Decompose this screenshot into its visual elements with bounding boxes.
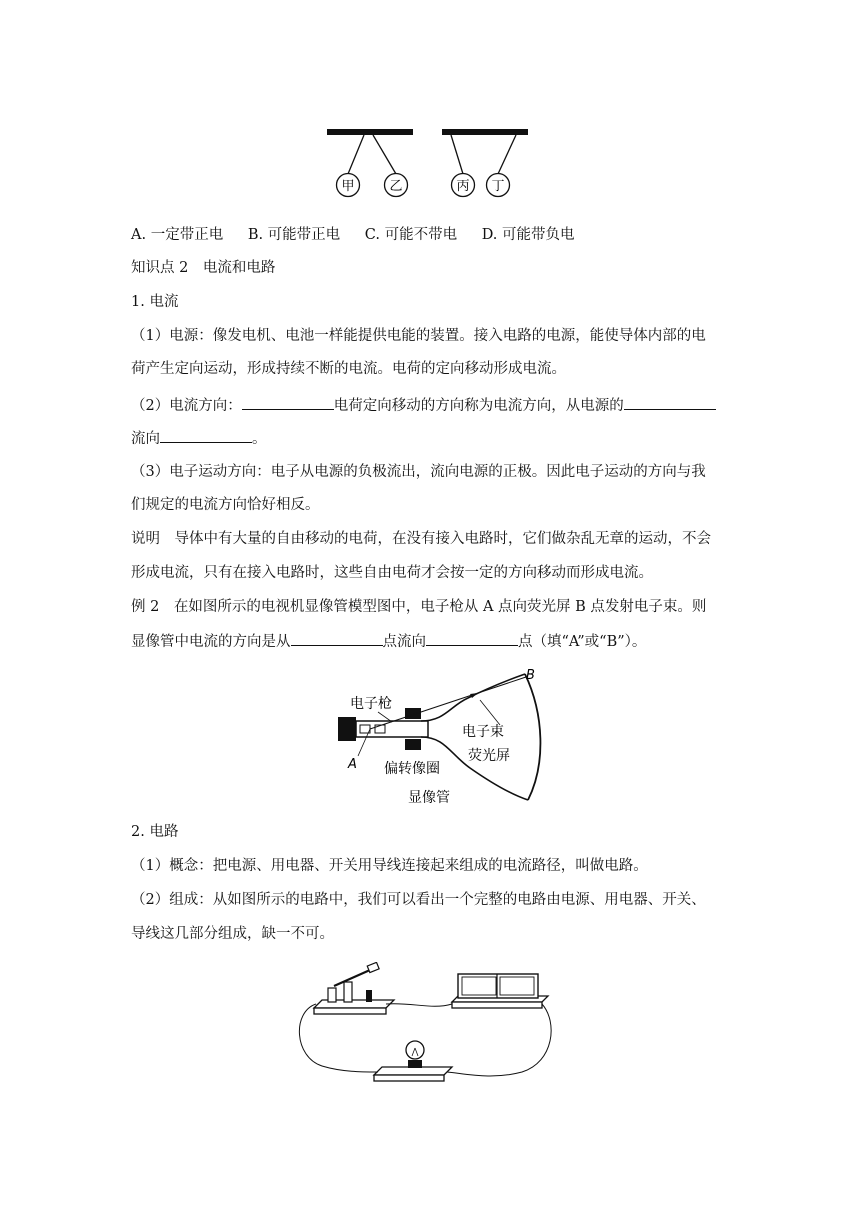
example2-line2 bbox=[131, 631, 731, 652]
para-circuit-concept: （1）概念：把电源、用电器、开关用导线连接起来组成的电流路径，叫做电路。 bbox=[131, 858, 648, 874]
blank-field[interactable] bbox=[242, 395, 334, 410]
para-power-source-line1: （1）电源：像发电机、电池一样能提供电能的装置。接入电路的电源，能使导体内部的电 bbox=[131, 328, 706, 344]
label-point-b: B bbox=[526, 668, 535, 683]
para-current-direction-a: （2）电流方向： bbox=[131, 398, 242, 414]
ball-label-jia: 甲 bbox=[341, 179, 355, 194]
label-electron-gun: 电子枪 bbox=[350, 696, 392, 712]
para-current-direction-d: 。 bbox=[252, 431, 267, 447]
current-heading: 1. 电流 bbox=[131, 294, 179, 310]
example2-text-b: 点流向 bbox=[382, 634, 426, 650]
battery-box bbox=[452, 974, 548, 1008]
example2-text-c: 点（填“A”或“B”）。 bbox=[518, 634, 647, 650]
example2-line1: 例 2 在如图所示的电视机显像管模型图中，电子枪从 A 点向荧光屏 B 点发射电子束。则 bbox=[131, 599, 707, 615]
support-bar-right bbox=[442, 129, 528, 135]
label-crt-tube: 显像管 bbox=[408, 790, 450, 806]
answer-options bbox=[131, 225, 731, 245]
label-electron-beam: 电子束 bbox=[462, 724, 504, 740]
circuit-heading: 2. 电路 bbox=[131, 824, 179, 840]
label-deflection-coil: 偏转像圈 bbox=[384, 761, 440, 777]
example2-text-a: 显像管中电流的方向是从 bbox=[131, 634, 291, 650]
label-point-a: A bbox=[348, 757, 357, 772]
blank-field[interactable] bbox=[624, 395, 716, 410]
para-current-direction-line2 bbox=[131, 428, 731, 449]
hanging-balls-figure bbox=[320, 122, 535, 202]
blank-field[interactable] bbox=[291, 631, 383, 646]
ball-label-ding: 丁 bbox=[491, 179, 505, 194]
para-electron-direction-line2: 们规定的电流方向恰好相反。 bbox=[131, 497, 320, 513]
para-circuit-components-line1: （2）组成：从如图所示的电路中，我们可以看出一个完整的电路由电源、用电器、开关、 bbox=[131, 892, 706, 908]
para-electron-direction-line1: （3）电子运动方向：电子从电源的负极流出，流向电源的正极。因此电子运动的方向与我 bbox=[131, 464, 706, 480]
para-circuit-components-line2: 导线这几部分组成，缺一不可。 bbox=[131, 926, 334, 942]
blank-field[interactable] bbox=[426, 631, 518, 646]
ball-label-yi: 乙 bbox=[389, 179, 403, 194]
option-a[interactable]: A. 一定带正电 bbox=[131, 227, 224, 243]
lamp bbox=[374, 1041, 452, 1081]
section-title: 知识点 2 电流和电路 bbox=[131, 260, 276, 276]
option-d[interactable]: D. 可能带负电 bbox=[481, 227, 575, 243]
crt-tube-figure bbox=[330, 664, 552, 810]
circuit-figure bbox=[292, 962, 560, 1090]
option-c[interactable]: C. 可能不带电 bbox=[364, 227, 458, 243]
para-current-direction-b: 电荷定向移动的方向称为电流方向，从电源的 bbox=[333, 398, 624, 414]
blank-field[interactable] bbox=[160, 428, 252, 443]
label-fluorescent-screen: 荧光屏 bbox=[468, 748, 510, 764]
note-line1: 说明 导体中有大量的自由移动的电荷，在没有接入电路时，它们做杂乱无章的运动，不会 bbox=[131, 531, 711, 547]
note-line2: 形成电流，只有在接入电路时，这些自由电荷才会按一定的方向移动而形成电流。 bbox=[131, 565, 653, 581]
para-current-direction-c: 流向 bbox=[131, 431, 160, 447]
switch bbox=[314, 962, 394, 1014]
ball-label-bing: 丙 bbox=[456, 179, 470, 194]
option-b[interactable]: B. 可能带正电 bbox=[247, 227, 341, 243]
para-power-source-line2: 荷产生定向运动，形成持续不断的电流。电荷的定向移动形成电流。 bbox=[131, 361, 566, 377]
para-current-direction-line1 bbox=[131, 395, 731, 416]
support-bar-left bbox=[327, 129, 413, 135]
